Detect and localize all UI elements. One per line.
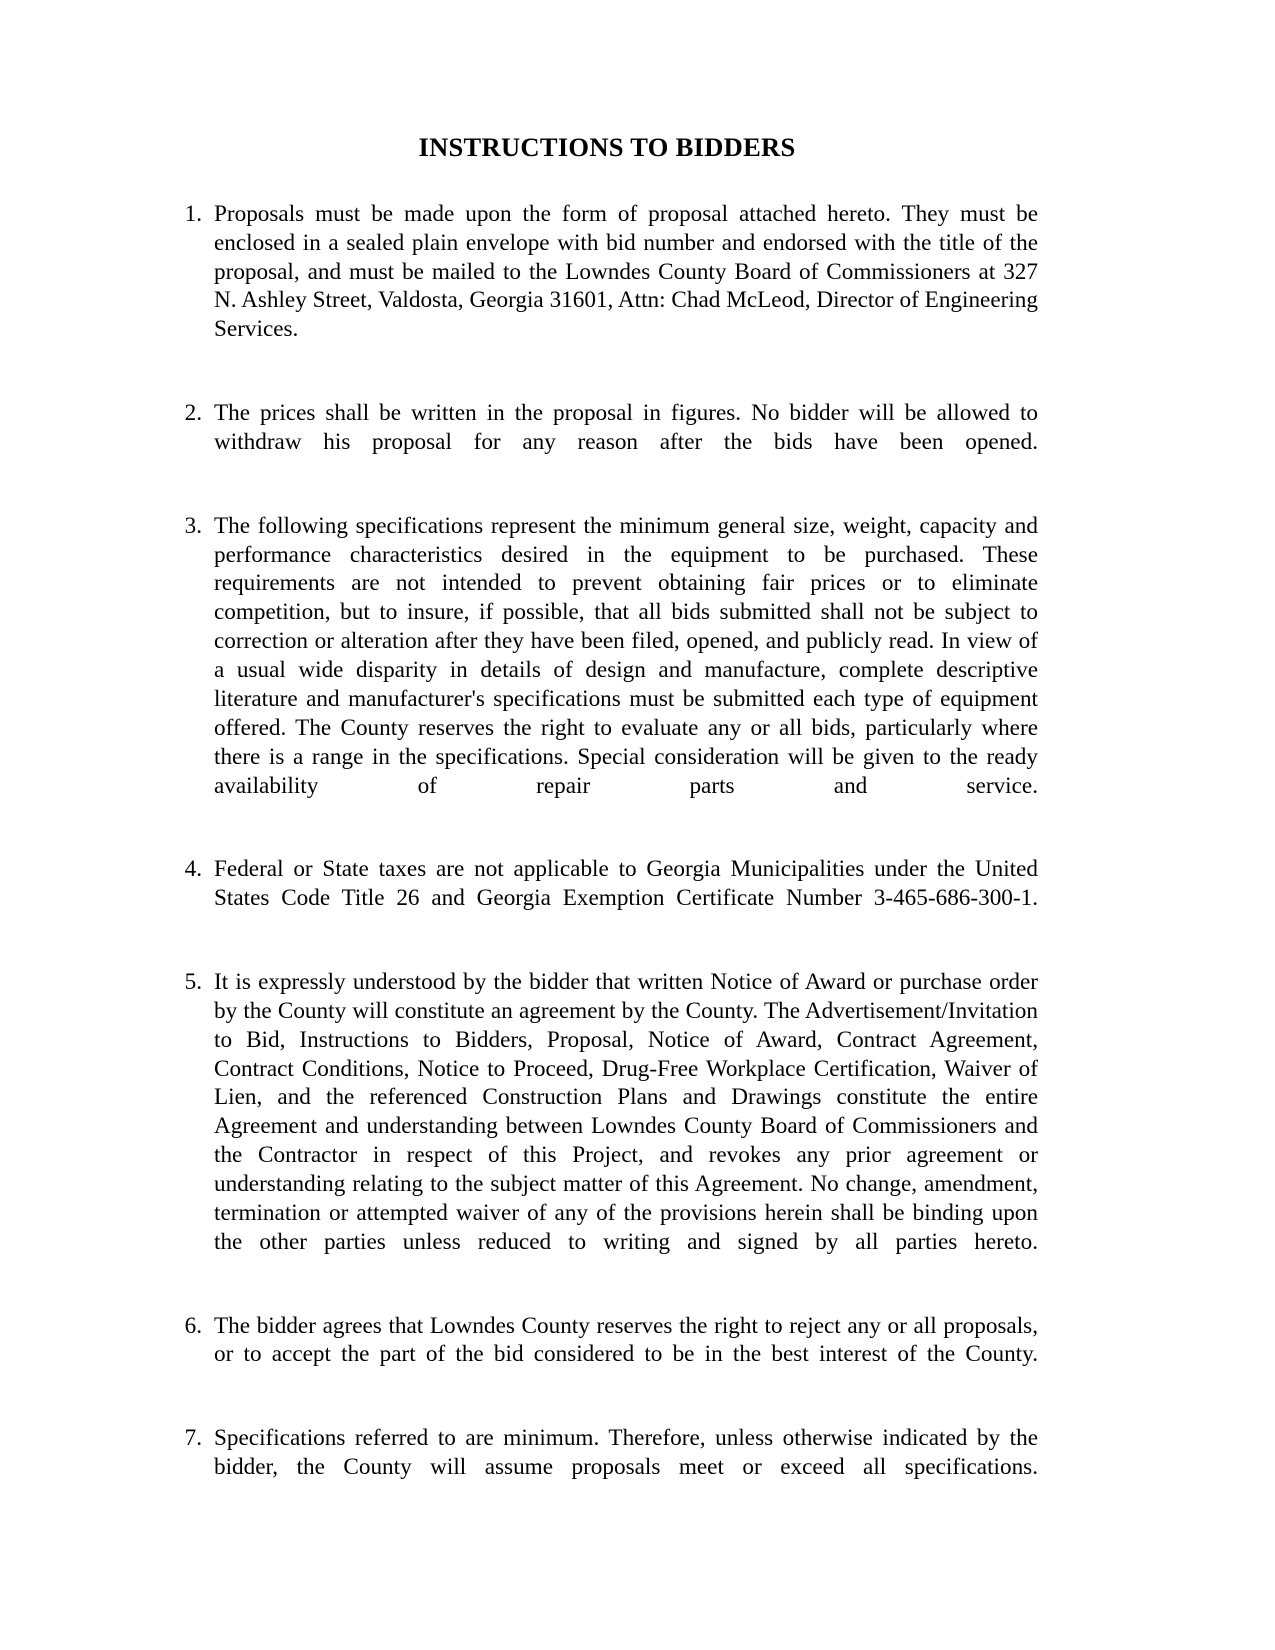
clause-item-1 — [176, 200, 1038, 373]
clause-text: Proposals must be made upon the form of proposal attached hereto. They must be enclosed in a sealed plain envelope with bid number and endorsed with the title of the proposal, and must be mailed to the Lowndes County Board of Commissioners at 327 N. Ashley Street, Valdosta, Georgia 31601, Attn: Chad McLeod, Director of Engineering Services. — [214, 200, 1038, 343]
clause-text: The bidder agrees that Lowndes County reserves the right to reject any or all proposals, or to accept the part of the bid considered to be in the best interest of the County. — [214, 1312, 1038, 1368]
document-body — [176, 132, 1038, 1511]
clause-number: 5. — [184, 968, 202, 995]
clause-number: 1. — [184, 200, 202, 227]
clause-item-4 — [176, 855, 1038, 942]
clause-item-6 — [176, 1312, 1038, 1399]
clause-list — [176, 200, 1038, 1511]
clause-item-2 — [176, 399, 1038, 486]
clause-item-3 — [176, 512, 1038, 830]
clause-text: Federal or State taxes are not applicable to Georgia Municipalities under the United States Code Title 26 and Georgia Exemption Certificate Number 3-465-686-300-1. — [214, 856, 1038, 912]
clause-number: 4. — [184, 856, 202, 883]
clause-number: 2. — [184, 400, 202, 427]
clause-number: 7. — [184, 1425, 202, 1452]
page-title: INSTRUCTIONS TO BIDDERS — [418, 132, 796, 162]
clause-text: The following specifications represent the minimum general size, weight, capacity and performance characteristics desired in the equipment to be purchased. These requirements are not intended to prevent obtaining fair prices or to eliminate competition, but to insure, if possible, that all bids submitted shall not be subject to correction or alteration after they have been filed, opened, and publicly read. In view of a usual wide disparity in details of design and manufacture, complete descriptive literature and manufacturer's specifications must be submitted each type of equipment offered. The County reserves the right to evaluate any or all bids, particularly where there is a range in the specifications. Special consideration will be given to the ready availability of repair parts and service. — [214, 512, 1038, 799]
clause-text: Specifications referred to are minimum. Therefore, unless otherwise indicated by the bidder, the County will assume proposals meet or exceed all specifications. — [214, 1425, 1038, 1481]
clause-number: 3. — [184, 512, 202, 539]
clause-text: The prices shall be written in the proposal in figures. No bidder will be allowed to withdraw his proposal for any reason after the bids have been opened. — [214, 400, 1038, 455]
clause-item-7 — [176, 1424, 1038, 1511]
clause-text: It is expressly understood by the bidder that written Notice of Award or purchase order by the County will constitute an agreement by the County. The Advertisement/Invitation to Bid, Instructions to Bidders, Proposal, Notice of Award, Contract Agreement, Contract Conditions, Notice to Proceed, Drug-Free Workplace Certification, Waiver of Lien, and the referenced Construction Plans and Drawings constitute the entire Agreement and understanding between Lowndes County Board of Commissioners and the Contractor in respect of this Project, and revokes any prior agreement or understanding relating to the subject matter of this Agreement. No change, amendment, termination or attempted waiver of any of the provisions herein shall be binding upon the other parties unless reduced to writing and signed by all parties hereto. — [214, 968, 1038, 1255]
clause-item-5 — [176, 968, 1038, 1286]
clause-number: 6. — [184, 1312, 202, 1339]
